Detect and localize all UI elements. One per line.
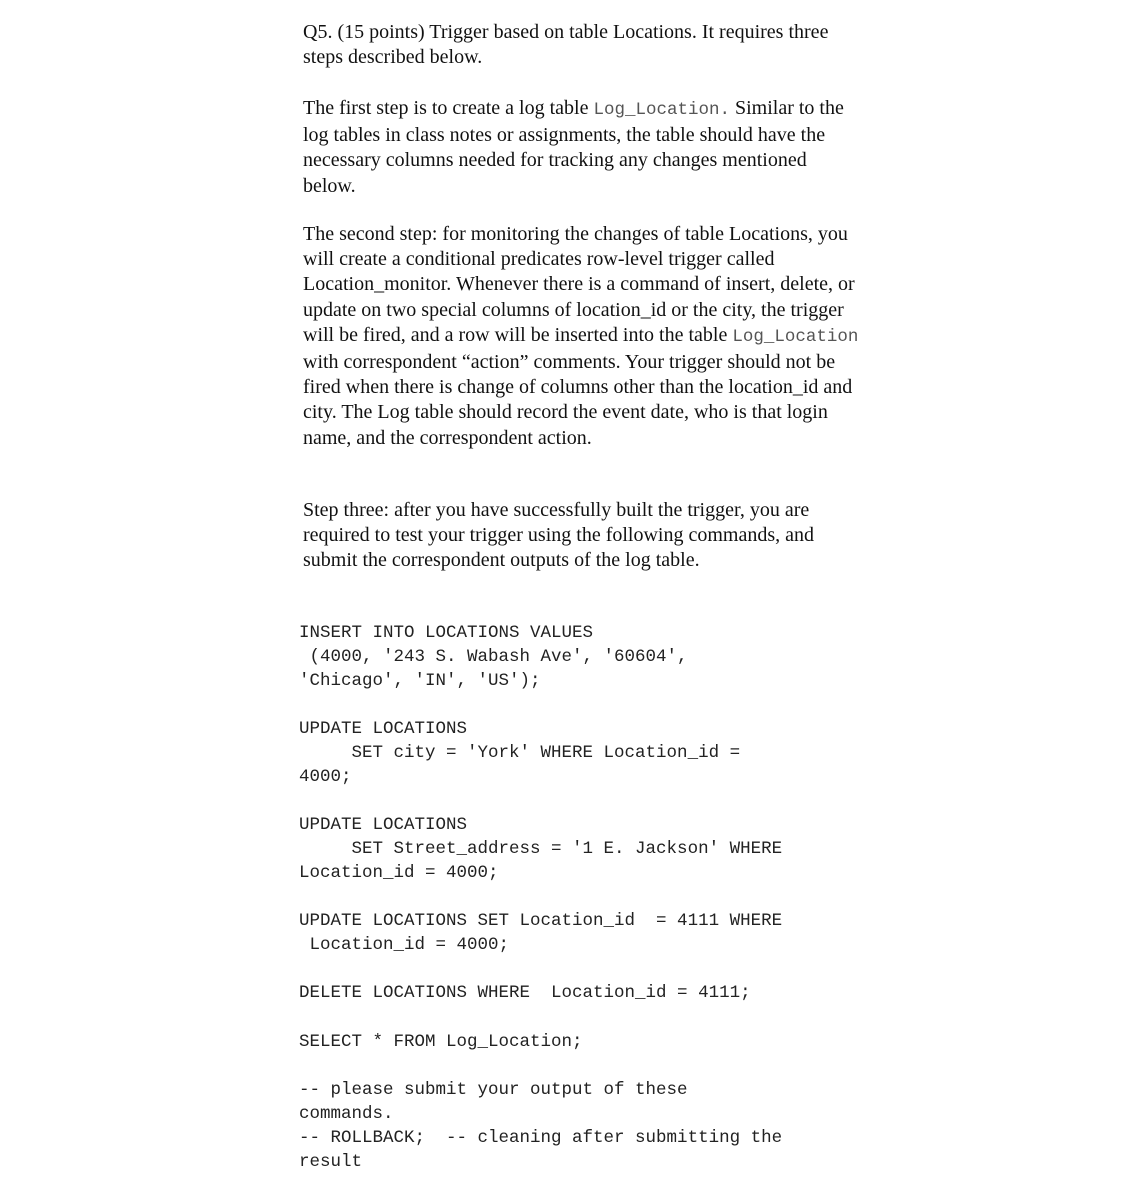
step-one-text-after: Similar to the log tables in class notes or assignments, the table should have the necessary columns needed for tracking any changes mentioned below. (303, 97, 844, 197)
step-one-paragraph (303, 96, 863, 199)
log-table-name: Log_Location (732, 326, 859, 347)
insert-command: INSERT INTO LOCATIONS VALUES (4000, '243 S. Wabash Ave', '60604', 'Chicago', 'IN', 'US'); (299, 623, 688, 691)
step-two-text-before: The second step: for monitoring the changes of table Locations, you will create a conditional predicates row-level trigger called Location_monitor. Whenever there is a command of insert, delete, or update on two special columns of location_id or the city, the trigger will be fired, and a row will be inserted into the table (303, 223, 855, 346)
submission-comments: -- please submit your output of these commands. -- ROLLBACK; -- cleaning after submitting the result (299, 1080, 783, 1172)
select-command: SELECT * FROM Log_Location; (299, 1032, 583, 1052)
delete-command: DELETE LOCATIONS WHERE Location_id = 4111; (299, 983, 751, 1003)
update-city-command: UPDATE LOCATIONS SET city = 'York' WHERE Location_id = 4000; (299, 719, 741, 787)
step-two-text-after: with correspondent “action” comments. Your trigger should not be fired when there is change of columns other than the location_id and city. The Log table should record the event date, who is that login name, and the correspondent action. (303, 351, 853, 449)
step-three-paragraph: Step three: after you have successfully built the trigger, you are required to test your trigger using the following commands, and submit the correspondent outputs of the log table. (303, 499, 815, 572)
update-street-command: UPDATE LOCATIONS SET Street_address = '1 E. Jackson' WHERE Location_id = 4000; (299, 815, 783, 883)
step-one-text-before: The first step is to create a log table (303, 97, 594, 119)
log-table-name: Log_Location. (593, 100, 730, 120)
update-location-id-command: UPDATE LOCATIONS SET Location_id = 4111 WHERE Location_id = 4000; (299, 911, 783, 955)
step-two-paragraph (303, 222, 863, 451)
question-heading: Q5. (15 points) Trigger based on table Locations. It requires three steps described below. (303, 21, 829, 69)
